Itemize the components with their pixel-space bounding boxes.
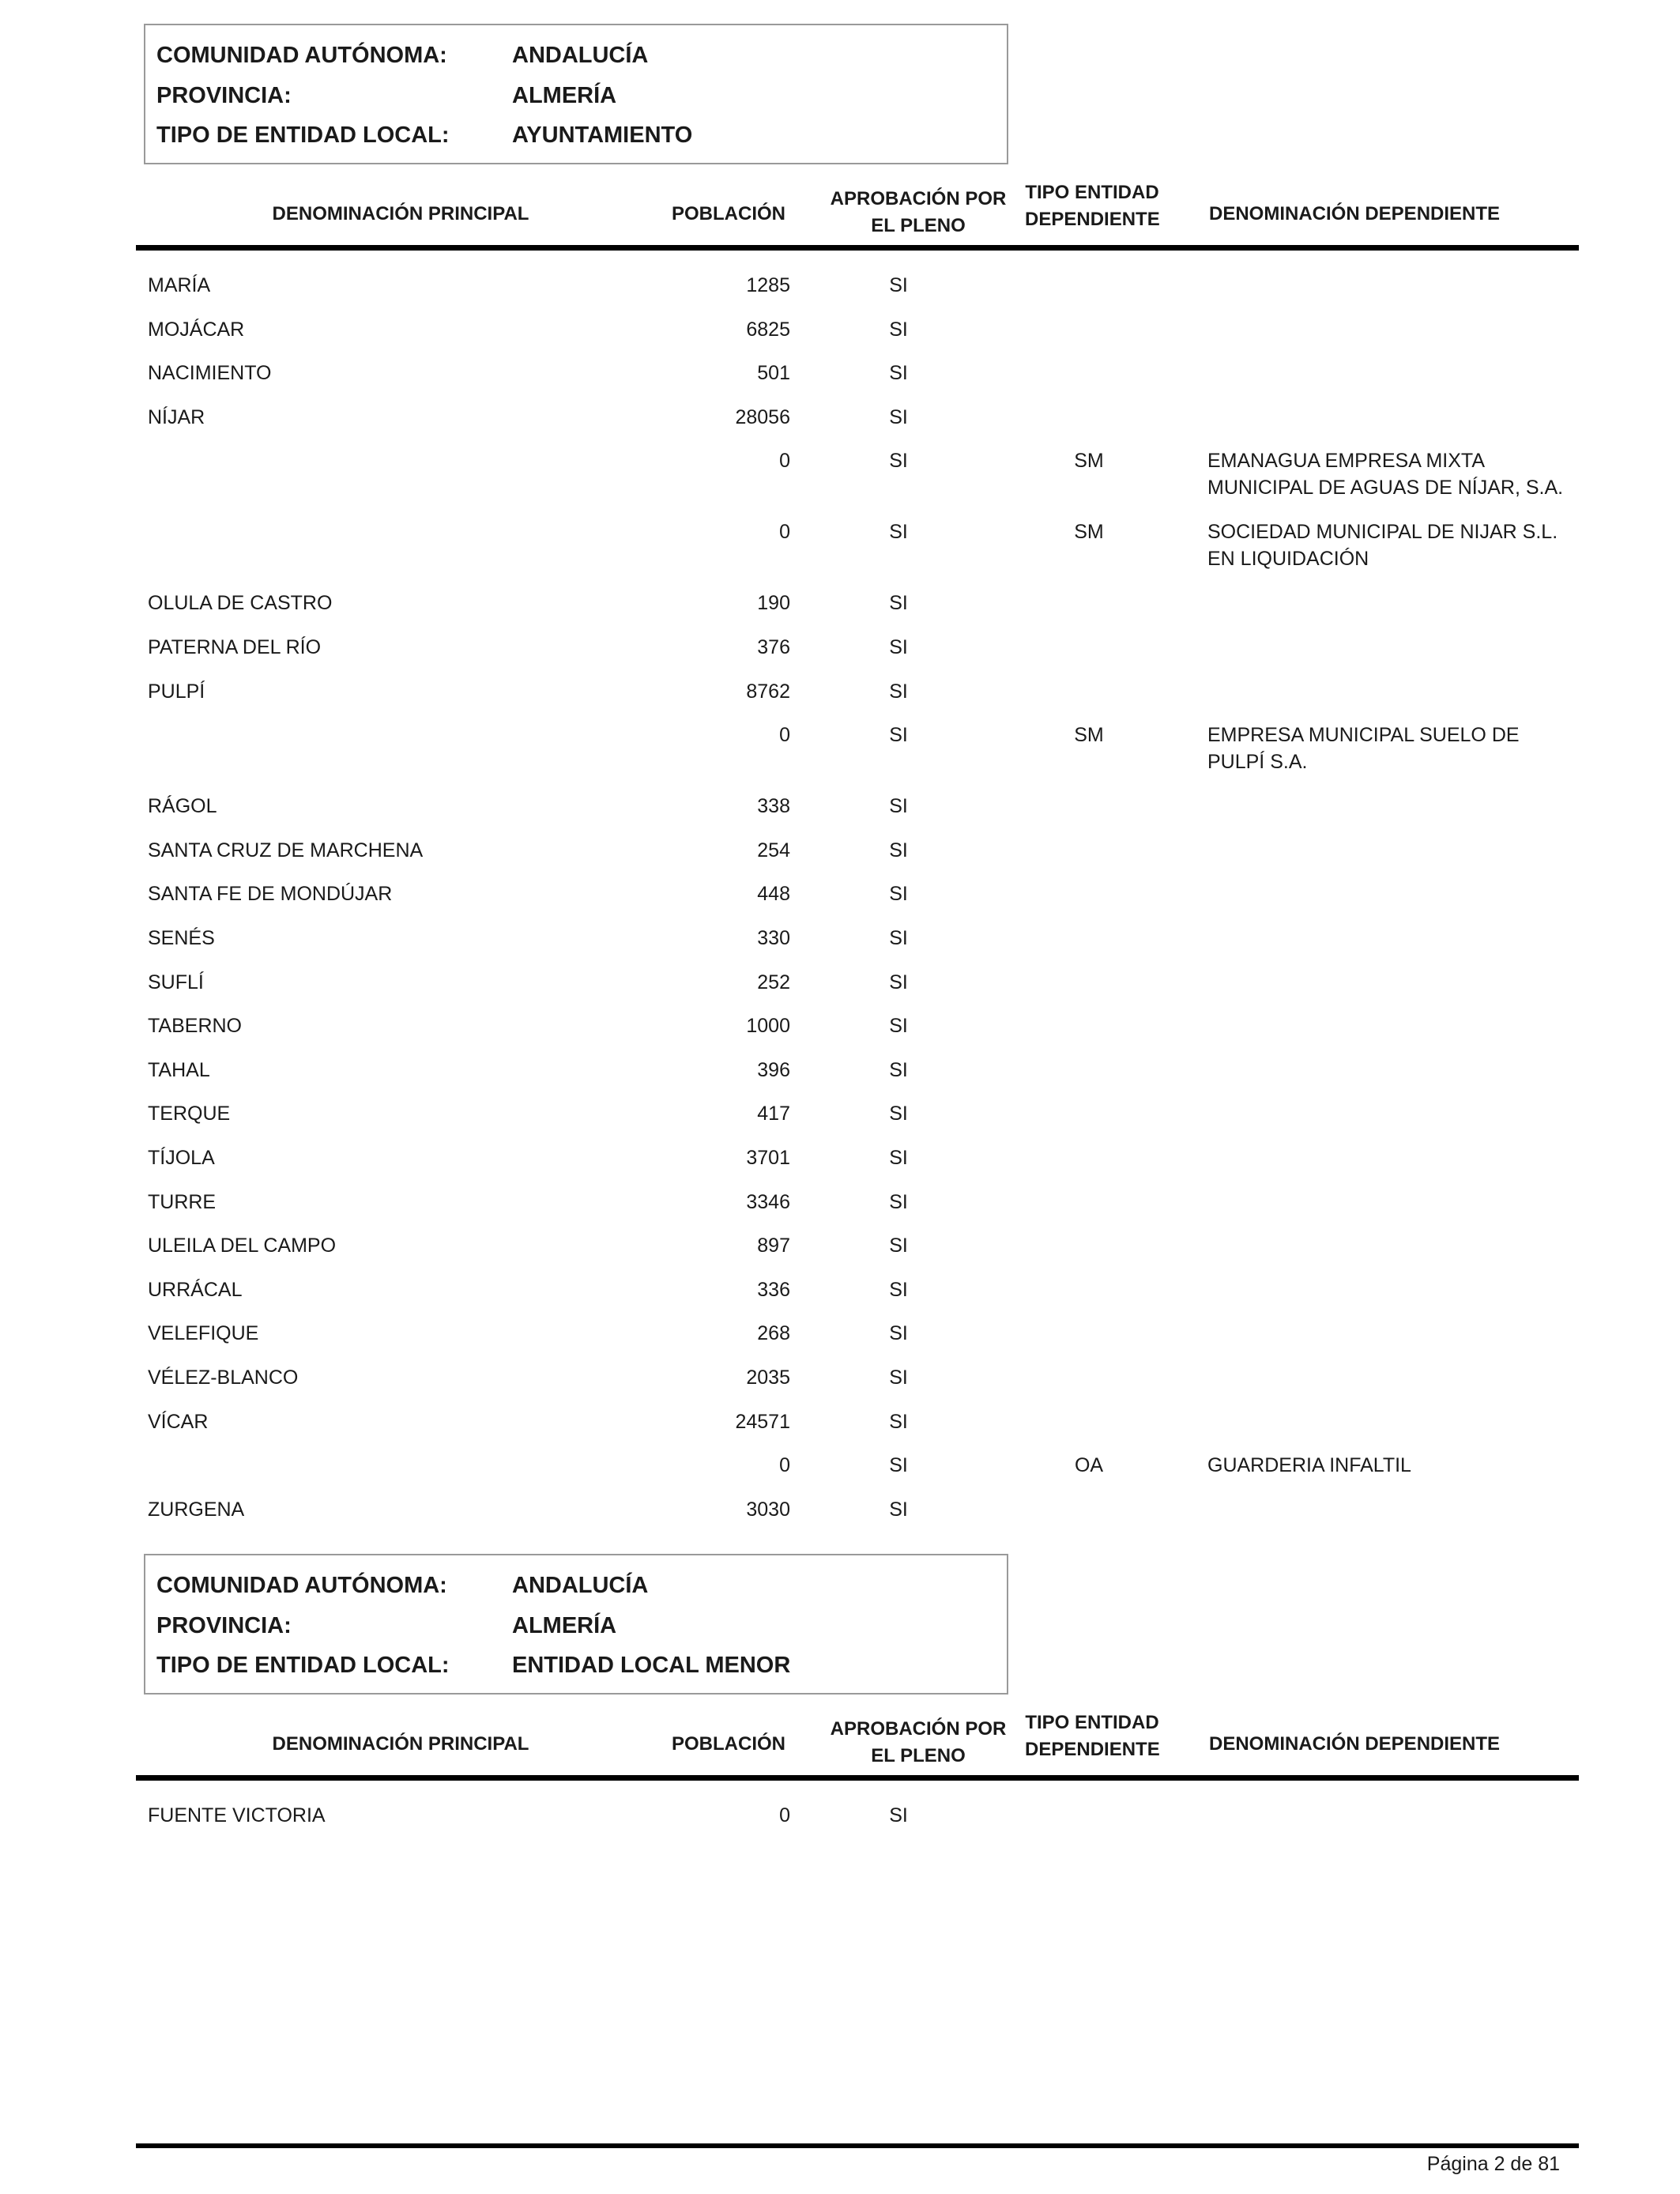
cell-denominacion-dependiente: GUARDERIA INFALTIL	[1207, 1454, 1411, 1477]
cell-denominacion: NÍJAR	[148, 405, 205, 428]
cell-aprobacion: SI	[889, 450, 908, 473]
cell-tipo-entidad: SM	[1074, 521, 1104, 544]
header-denominacion-dependiente: DENOMINACIÓN DEPENDIENTE	[1209, 1733, 1501, 1755]
tipo-entidad-value: AYUNTAMIENTO	[512, 123, 693, 148]
cell-denominacion: TÍJOLA	[148, 1147, 215, 1169]
header-denominacion-dependiente: DENOMINACIÓN DEPENDIENTE	[1209, 203, 1501, 224]
comunidad-label: COMUNIDAD AUTÓNOMA:	[156, 1573, 447, 1598]
cell-tipo-entidad: SM	[1074, 450, 1104, 473]
cell-poblacion: 28056	[735, 405, 790, 428]
cell-aprobacion: SI	[889, 1058, 908, 1081]
cell-poblacion: 3701	[746, 1147, 790, 1169]
cell-denominacion-dependiente: SOCIEDAD MUNICIPAL DE NIJAR S.L. EN LIQUIDACIÓN	[1207, 521, 1558, 571]
cell-tipo-entidad: SM	[1074, 724, 1104, 747]
cell-aprobacion: SI	[889, 405, 908, 428]
cell-tipo-entidad: OA	[1074, 1454, 1104, 1477]
cell-poblacion: 0	[779, 724, 790, 747]
cell-denominacion: VELEFIQUE	[148, 1322, 259, 1345]
cell-poblacion: 338	[757, 795, 790, 818]
page-number: Página 2 de 81	[1426, 2153, 1560, 2175]
cell-aprobacion: SI	[889, 1454, 908, 1477]
cell-aprobacion: SI	[889, 362, 908, 385]
cell-poblacion: 0	[779, 1454, 790, 1477]
table-header	[136, 172, 1579, 251]
cell-poblacion: 1000	[746, 1015, 790, 1038]
entity-info-box	[144, 1554, 1008, 1695]
cell-denominacion: SANTA CRUZ DE MARCHENA	[148, 839, 424, 861]
cell-aprobacion: SI	[889, 636, 908, 658]
cell-aprobacion: SI	[889, 1235, 908, 1257]
entity-info-box	[144, 24, 1008, 164]
cell-aprobacion: SI	[889, 1147, 908, 1169]
cell-aprobacion: SI	[889, 1410, 908, 1433]
header-denominacion-principal: DENOMINACIÓN PRINCIPAL	[272, 1733, 529, 1755]
tipo-entidad-label: TIPO DE ENTIDAD LOCAL:	[156, 1653, 450, 1678]
cell-denominacion: MARÍA	[148, 274, 211, 296]
header-rule	[136, 1775, 1579, 1781]
cell-aprobacion: SI	[889, 680, 908, 703]
header-tipo-entidad: TIPO ENTIDAD DEPENDIENTE	[1025, 1712, 1160, 1760]
header-denominacion-principal: DENOMINACIÓN PRINCIPAL	[272, 203, 529, 224]
cell-aprobacion: SI	[889, 1015, 908, 1038]
cell-poblacion: 3030	[746, 1498, 790, 1521]
cell-denominacion: ZURGENA	[148, 1498, 245, 1521]
header-poblacion: POBLACIÓN	[672, 1733, 785, 1755]
cell-denominacion-dependiente: EMPRESA MUNICIPAL SUELO DE PULPÍ S.A.	[1207, 724, 1520, 774]
cell-denominacion: ULEILA DEL CAMPO	[148, 1235, 337, 1257]
table-header	[136, 1702, 1579, 1781]
tipo-entidad-value: ENTIDAD LOCAL MENOR	[512, 1653, 791, 1678]
cell-poblacion: 6825	[746, 318, 790, 341]
comunidad-value: ANDALUCÍA	[512, 43, 649, 68]
header-aprobacion: APROBACIÓN POR EL PLENO	[830, 188, 1007, 236]
cell-aprobacion: SI	[889, 927, 908, 949]
cell-aprobacion: SI	[889, 1278, 908, 1301]
cell-poblacion: 897	[757, 1235, 790, 1257]
cell-aprobacion: SI	[889, 274, 908, 296]
cell-denominacion: SUFLÍ	[148, 971, 204, 993]
cell-poblacion: 448	[757, 883, 790, 906]
provincia-value: ALMERÍA	[512, 83, 617, 108]
cell-denominacion: OLULA DE CASTRO	[148, 592, 333, 615]
cell-denominacion: VÍCAR	[148, 1410, 209, 1433]
cell-poblacion: 8762	[746, 680, 790, 703]
header-aprobacion: APROBACIÓN POR EL PLENO	[830, 1718, 1007, 1766]
cell-denominacion: TAHAL	[148, 1058, 210, 1081]
cell-poblacion: 1285	[746, 274, 790, 296]
provincia-label: PROVINCIA:	[156, 83, 292, 108]
cell-denominacion: FUENTE VICTORIA	[148, 1804, 326, 1826]
cell-denominacion: SENÉS	[148, 927, 215, 949]
cell-denominacion: VÉLEZ-BLANCO	[148, 1367, 299, 1389]
cell-poblacion: 0	[779, 450, 790, 473]
footer-rule	[136, 2143, 1579, 2148]
cell-aprobacion: SI	[889, 1498, 908, 1521]
cell-denominacion: TABERNO	[148, 1015, 242, 1038]
cell-poblacion: 501	[757, 362, 790, 385]
cell-aprobacion: SI	[889, 1190, 908, 1213]
cell-aprobacion: SI	[889, 1367, 908, 1389]
provincia-label: PROVINCIA:	[156, 1613, 292, 1638]
tipo-entidad-label: TIPO DE ENTIDAD LOCAL:	[156, 123, 450, 148]
cell-poblacion: 376	[757, 636, 790, 658]
cell-aprobacion: SI	[889, 1322, 908, 1345]
header-rule	[136, 245, 1579, 251]
cell-aprobacion: SI	[889, 1804, 908, 1826]
cell-denominacion: TERQUE	[148, 1103, 231, 1125]
cell-aprobacion: SI	[889, 971, 908, 993]
cell-poblacion: 336	[757, 1278, 790, 1301]
cell-denominacion: RÁGOL	[148, 795, 217, 818]
cell-denominacion: PATERNA DEL RÍO	[148, 636, 322, 658]
cell-denominacion: PULPÍ	[148, 680, 205, 703]
cell-aprobacion: SI	[889, 318, 908, 341]
cell-denominacion: NACIMIENTO	[148, 362, 272, 385]
cell-poblacion: 252	[757, 971, 790, 993]
cell-poblacion: 330	[757, 927, 790, 949]
cell-poblacion: 417	[757, 1103, 790, 1125]
cell-aprobacion: SI	[889, 521, 908, 544]
cell-aprobacion: SI	[889, 839, 908, 861]
cell-poblacion: 396	[757, 1058, 790, 1081]
cell-poblacion: 0	[779, 1804, 790, 1826]
cell-poblacion: 190	[757, 592, 790, 615]
cell-poblacion: 2035	[746, 1367, 790, 1389]
cell-aprobacion: SI	[889, 883, 908, 906]
comunidad-label: COMUNIDAD AUTÓNOMA:	[156, 43, 447, 68]
cell-denominacion: URRÁCAL	[148, 1278, 243, 1301]
header-tipo-entidad: TIPO ENTIDAD DEPENDIENTE	[1025, 182, 1160, 230]
cell-aprobacion: SI	[889, 592, 908, 615]
cell-aprobacion: SI	[889, 1103, 908, 1125]
cell-denominacion: MOJÁCAR	[148, 318, 245, 341]
cell-poblacion: 254	[757, 839, 790, 861]
provincia-value: ALMERÍA	[512, 1613, 617, 1638]
header-poblacion: POBLACIÓN	[672, 203, 785, 224]
cell-aprobacion: SI	[889, 724, 908, 747]
cell-aprobacion: SI	[889, 795, 908, 818]
cell-denominacion: SANTA FE DE MONDÚJAR	[148, 883, 393, 906]
cell-denominacion: TURRE	[148, 1190, 217, 1213]
cell-poblacion: 24571	[735, 1410, 790, 1433]
cell-poblacion: 0	[779, 521, 790, 544]
comunidad-value: ANDALUCÍA	[512, 1573, 649, 1598]
cell-poblacion: 268	[757, 1322, 790, 1345]
cell-poblacion: 3346	[746, 1190, 790, 1213]
cell-denominacion-dependiente: EMANAGUA EMPRESA MIXTA MUNICIPAL DE AGUAS DE NÍJAR, S.A.	[1207, 450, 1564, 499]
